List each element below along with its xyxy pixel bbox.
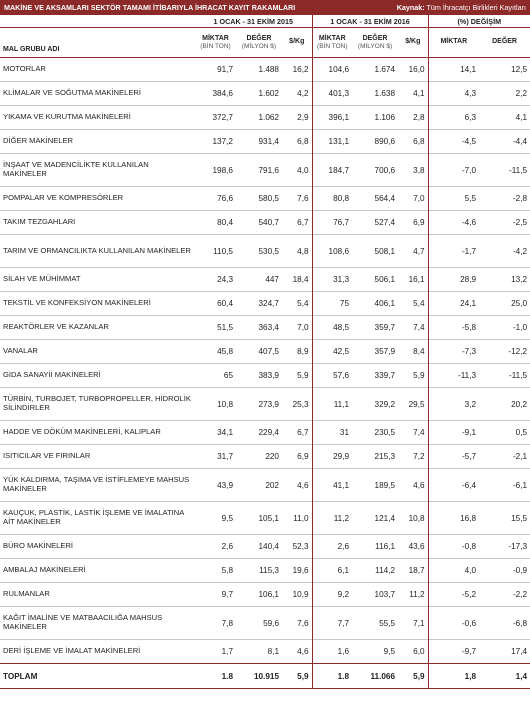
change-value-cell: 2,2 xyxy=(515,89,528,98)
qty-2015-cell: 45,8 xyxy=(217,347,233,356)
perkg-2016-cell: 4,7 xyxy=(413,246,425,256)
table-row xyxy=(0,82,530,106)
qty-2015-cell: 198,6 xyxy=(212,165,233,175)
qty-2016-header: MİKTAR (BİN TON) xyxy=(312,28,352,58)
perkg-2015-cell: 6,7 xyxy=(297,218,309,227)
perkg-2016-cell: 10,8 xyxy=(408,513,425,523)
value-2016-cell: 700,6 xyxy=(374,165,396,175)
change-value-cell: -2,2 xyxy=(512,590,528,599)
perkg-2015-cell: 5,4 xyxy=(297,299,309,308)
change-qty-cell: -5,2 xyxy=(428,583,479,607)
change-value-cell: -4,2 xyxy=(512,246,528,256)
product-group-name: İNŞAAT VE MADENCİLİKTE KULLANILAN MAKİNELER xyxy=(3,160,149,178)
change-value-cell: -11,5 xyxy=(508,371,528,380)
change-value-cell: -17,3 xyxy=(508,542,528,551)
qty-2016-cell: 75 xyxy=(312,292,352,316)
table-row xyxy=(0,445,530,469)
change-qty-cell: 4,3 xyxy=(428,82,479,106)
perkg-2016-cell: 18,7 xyxy=(408,566,425,575)
source-value: Tüm İhracatçı Birlikleri Kayıtları xyxy=(426,3,526,12)
qty-2015-cell: 76,6 xyxy=(217,194,233,203)
perkg-2015-cell: 18,4 xyxy=(292,275,309,284)
perkg-2015-cell: 7,6 xyxy=(297,618,309,628)
change-qty-cell: -0,6 xyxy=(428,607,479,640)
perkg-2015-header: $/Kg xyxy=(282,28,312,58)
value-2016-cell: 890,6 xyxy=(374,137,396,146)
product-group-name: AMBALAJ MAKİNELERİ xyxy=(3,565,86,575)
table-row xyxy=(0,235,530,268)
perkg-2016-cell: 2,8 xyxy=(413,113,425,122)
qty-2016-cell: 131,1 xyxy=(312,130,352,154)
total-label: TOPLAM xyxy=(0,664,195,689)
change-qty-cell: 16,8 xyxy=(428,502,479,535)
perkg-2015-cell: 4,6 xyxy=(297,480,309,490)
qty-2016-cell: 396,1 xyxy=(312,106,352,130)
value-2016-cell: 506,1 xyxy=(374,275,396,284)
value-2016-cell: 339,7 xyxy=(374,371,396,380)
qty-2015-cell: 9,7 xyxy=(221,590,233,599)
change-qty-cell: 6,3 xyxy=(428,106,479,130)
qty-2016-cell: 9,2 xyxy=(312,583,352,607)
value-2016-cell: 116,1 xyxy=(375,542,396,551)
value-2016-cell: 215,3 xyxy=(374,452,396,461)
qty-2015-cell: 384,6 xyxy=(212,89,233,98)
change-value-cell: 12,5 xyxy=(511,65,528,74)
qty-2016-cell: 11,2 xyxy=(312,502,352,535)
perkg-2016-cell: 16,0 xyxy=(408,65,425,74)
table-row xyxy=(0,421,530,445)
qty-2016-cell: 41,1 xyxy=(312,469,352,502)
total-change-value-cell: 1,4 xyxy=(479,664,530,689)
perkg-2016-cell: 43,6 xyxy=(408,542,425,551)
qty-2015-cell: 51,5 xyxy=(217,323,233,332)
qty-2016-cell: 6,1 xyxy=(312,559,352,583)
product-group-name: TEKSTİL VE KONFEKSİYON MAKİNELERİ xyxy=(3,298,151,308)
perkg-2015-cell: 11,0 xyxy=(293,513,309,523)
qty-2016-cell: 108,6 xyxy=(312,235,352,268)
change-value-header: DEĞER xyxy=(479,28,530,58)
perkg-2016-cell: 7,4 xyxy=(413,323,425,332)
change-qty-cell: -4,6 xyxy=(428,211,479,235)
perkg-2015-cell: 25,3 xyxy=(292,399,309,409)
perkg-2016-cell: 8,4 xyxy=(413,347,425,356)
qty-2015-cell: 91,7 xyxy=(217,65,233,74)
value-2015-cell: 447 xyxy=(265,275,279,284)
perkg-2015-cell: 4,0 xyxy=(297,165,309,175)
perkg-2016-cell: 16,1 xyxy=(408,275,425,284)
value-2015-cell: 1.062 xyxy=(258,113,279,122)
perkg-2015-cell: 10,9 xyxy=(292,590,309,599)
product-group-name: POMPALAR VE KOMPRESÖRLER xyxy=(3,193,124,203)
qty-2016-cell: 2,6 xyxy=(312,535,352,559)
value-2015-header: DEĞER (MİLYON $) xyxy=(236,28,282,58)
value-2016-cell: 55,5 xyxy=(379,618,396,628)
perkg-2015-cell: 52,3 xyxy=(292,542,309,551)
change-value-cell: 25,0 xyxy=(511,299,528,308)
table-body xyxy=(0,58,530,689)
perkg-2015-cell: 4,6 xyxy=(297,647,309,656)
qty-2016-cell: 42,5 xyxy=(312,340,352,364)
product-group-name: MOTORLAR xyxy=(3,64,46,74)
perkg-2015-cell: 7,0 xyxy=(297,323,309,332)
perkg-2016-cell: 6,9 xyxy=(413,218,425,227)
source-label: Kaynak: xyxy=(396,3,425,12)
change-qty-cell: -1,7 xyxy=(428,235,479,268)
value-2015-cell: 363,4 xyxy=(258,323,279,332)
export-table xyxy=(0,15,530,689)
table-title-banner xyxy=(0,0,530,15)
qty-2016-cell: 104,6 xyxy=(312,58,352,82)
total-qty-2016-cell: 1.8 xyxy=(312,664,352,689)
perkg-2016-cell: 5,9 xyxy=(413,371,425,380)
value-2015-cell: 220 xyxy=(265,452,279,461)
table-row xyxy=(0,316,530,340)
table-row xyxy=(0,340,530,364)
value-2016-cell: 189,5 xyxy=(374,480,396,490)
change-value-cell: -6,8 xyxy=(512,618,528,628)
qty-2016-cell: 31,3 xyxy=(312,268,352,292)
product-group-name: DİĞER MAKİNELER xyxy=(3,136,74,146)
table-row xyxy=(0,640,530,664)
change-qty-cell: -7,0 xyxy=(428,154,479,187)
product-group-name: KAUÇUK, PLASTİK, LASTİK İŞLEME VE İMALATINA AİT MAKİNELER xyxy=(3,508,184,526)
perkg-2015-cell: 5,9 xyxy=(297,371,309,380)
change-value-cell: 17,4 xyxy=(511,647,528,656)
period-2016: 1 OCAK - 31 EKİM 2016 xyxy=(312,15,428,28)
perkg-2015-cell: 19,6 xyxy=(292,566,309,575)
product-group-name: KAĞIT İMALİNE VE MATBAACILIĞA MAHSUS MAKİNELER xyxy=(3,613,163,631)
product-group-name: GIDA SANAYİİ MAKİNELERİ xyxy=(3,370,101,380)
value-2015-cell: 1.488 xyxy=(258,65,279,74)
value-2016-cell: 1.674 xyxy=(374,65,396,74)
change-qty-cell: -11,3 xyxy=(428,364,479,388)
table-row xyxy=(0,154,530,187)
qty-2016-cell: 48,5 xyxy=(312,316,352,340)
perkg-2015-cell: 4,8 xyxy=(297,246,309,256)
perkg-2016-cell: 4,1 xyxy=(413,89,425,98)
value-2015-cell: 140,4 xyxy=(258,542,279,551)
product-group-name: ISITICILAR VE FIRINLAR xyxy=(3,451,91,461)
value-2015-cell: 540,7 xyxy=(258,218,279,227)
change-value-cell: 15,5 xyxy=(511,513,528,523)
value-2015-cell: 115,3 xyxy=(259,566,279,575)
qty-2015-cell: 60,4 xyxy=(217,299,233,308)
table-row xyxy=(0,535,530,559)
change-header: (%) DEĞİŞİM xyxy=(428,15,530,28)
perkg-2016-cell: 3,8 xyxy=(413,165,425,175)
value-2015-cell: 273,9 xyxy=(258,399,279,409)
perkg-2015-cell: 7,6 xyxy=(297,194,309,203)
qty-2015-cell: 34,1 xyxy=(217,428,233,437)
perkg-2016-cell: 29,5 xyxy=(408,399,425,409)
perkg-2016-cell: 7,4 xyxy=(413,428,425,437)
value-2016-cell: 230,5 xyxy=(374,428,396,437)
qty-2016-cell: 29,9 xyxy=(312,445,352,469)
change-value-cell: -11,5 xyxy=(508,165,528,175)
value-2015-cell: 229,4 xyxy=(258,428,279,437)
qty-2015-cell: 10,8 xyxy=(217,399,233,409)
change-value-cell: -2,1 xyxy=(512,452,528,461)
change-qty-cell: -0,8 xyxy=(428,535,479,559)
change-value-cell: -1,0 xyxy=(512,323,528,332)
qty-2016-cell: 57,6 xyxy=(312,364,352,388)
qty-2016-cell: 76,7 xyxy=(312,211,352,235)
product-group-name: RULMANLAR xyxy=(3,589,50,599)
value-2015-cell: 791,6 xyxy=(258,165,279,175)
qty-2015-cell: 43,9 xyxy=(217,480,233,490)
perkg-2016-cell: 11,2 xyxy=(409,590,425,599)
product-group-name: BÜRO MAKİNELERİ xyxy=(3,541,74,551)
perkg-2016-cell: 7,1 xyxy=(413,618,425,628)
change-value-cell: 4,1 xyxy=(515,113,528,122)
product-group-name: YÜK KALDIRMA, TAŞIMA VE İSTİFLEMEYE MAHSUS MAKİNELER xyxy=(3,475,190,493)
qty-2015-cell: 9,5 xyxy=(221,513,233,523)
table-row xyxy=(0,106,530,130)
value-2016-cell: 9,5 xyxy=(383,647,396,656)
product-group-name: SİLAH VE MÜHİMMAT xyxy=(3,274,81,284)
change-qty-cell: -5,7 xyxy=(428,445,479,469)
qty-2015-cell: 65 xyxy=(223,371,233,380)
table-row xyxy=(0,58,530,82)
perkg-2016-cell: 6,8 xyxy=(413,137,425,146)
change-qty-header: MİKTAR xyxy=(428,28,479,58)
qty-2016-cell: 80,8 xyxy=(312,187,352,211)
value-2015-cell: 383,9 xyxy=(258,371,279,380)
qty-2016-cell: 184,7 xyxy=(312,154,352,187)
total-perkg-2016-cell: 5,9 xyxy=(398,664,428,689)
table-row xyxy=(0,469,530,502)
change-qty-cell: -6,4 xyxy=(428,469,479,502)
period-2015: 1 OCAK - 31 EKİM 2015 xyxy=(195,15,312,28)
table-row xyxy=(0,292,530,316)
value-2015-cell: 580,5 xyxy=(258,194,279,203)
change-qty-cell: 4,0 xyxy=(428,559,479,583)
table-row xyxy=(0,130,530,154)
change-qty-cell: -4,5 xyxy=(428,130,479,154)
value-2016-cell: 114,2 xyxy=(375,566,396,575)
value-2015-cell: 530,5 xyxy=(258,246,279,256)
perkg-2015-cell: 4,2 xyxy=(297,89,309,98)
total-value-2015-cell: 10.915 xyxy=(236,664,282,689)
change-qty-cell: -9,7 xyxy=(428,640,479,664)
group-name-header: MAL GRUBU ADI xyxy=(0,28,195,58)
qty-2015-cell: 31,7 xyxy=(217,452,233,461)
perkg-2016-cell: 6,0 xyxy=(413,647,425,656)
change-value-cell: 13,2 xyxy=(511,275,528,284)
product-group-name: DERİ İŞLEME VE İMALAT MAKİNELERİ xyxy=(3,646,141,656)
perkg-2015-cell: 6,8 xyxy=(297,137,309,146)
qty-2016-cell: 401,3 xyxy=(312,82,352,106)
change-value-cell: 0,5 xyxy=(515,428,528,437)
total-change-qty-cell: 1,8 xyxy=(428,664,479,689)
change-qty-cell: -7,3 xyxy=(428,340,479,364)
perkg-2015-cell: 2,9 xyxy=(297,113,309,122)
total-value-2016-cell: 11.066 xyxy=(352,664,398,689)
value-2016-cell: 508,1 xyxy=(374,246,396,256)
value-2015-cell: 105,1 xyxy=(258,513,279,523)
product-group-name: TARIM VE ORMANCILIKTA KULLANILAN MAKİNELER xyxy=(3,245,191,255)
value-2015-cell: 931,4 xyxy=(258,137,279,146)
qty-2015-cell: 7,8 xyxy=(221,618,233,628)
value-2016-cell: 121,4 xyxy=(374,513,396,523)
qty-2015-cell: 5,8 xyxy=(221,566,233,575)
value-2015-cell: 324,7 xyxy=(258,299,279,308)
change-value-cell: 20,2 xyxy=(511,399,528,409)
perkg-2015-cell: 6,7 xyxy=(297,428,309,437)
change-qty-cell: 3,2 xyxy=(428,388,479,421)
change-value-cell: -2,5 xyxy=(512,218,528,227)
value-2016-cell: 564,4 xyxy=(374,194,396,203)
table-row xyxy=(0,187,530,211)
table-row xyxy=(0,211,530,235)
value-2016-cell: 357,9 xyxy=(374,347,396,356)
value-2016-cell: 406,1 xyxy=(374,299,396,308)
total-perkg-2015-cell: 5,9 xyxy=(282,664,312,689)
period-header-row xyxy=(0,15,530,28)
change-value-cell: -6,1 xyxy=(512,480,528,490)
change-qty-cell: 5,5 xyxy=(428,187,479,211)
table-row xyxy=(0,607,530,640)
perkg-2016-cell: 5,4 xyxy=(413,299,425,308)
qty-2015-cell: 372,7 xyxy=(212,113,233,122)
total-qty-2015-cell: 1.8 xyxy=(195,664,236,689)
source-note xyxy=(397,3,526,12)
value-2016-cell: 1.106 xyxy=(374,113,396,122)
table-row xyxy=(0,502,530,535)
qty-2016-cell: 7,7 xyxy=(312,607,352,640)
perkg-2016-cell: 4,6 xyxy=(413,480,425,490)
value-2016-cell: 1.638 xyxy=(374,89,396,98)
change-value-cell: -0,9 xyxy=(512,566,528,575)
qty-2015-cell: 80,4 xyxy=(217,218,233,227)
perkg-2015-cell: 6,9 xyxy=(297,452,309,461)
product-group-name: HADDE VE DÖKÜM MAKİNELERİ, KALIPLAR xyxy=(3,427,161,437)
perkg-2015-cell: 16,2 xyxy=(292,65,309,74)
value-2016-cell: 359,7 xyxy=(374,323,396,332)
change-value-cell: -12,2 xyxy=(508,347,528,356)
change-qty-cell: -5,8 xyxy=(428,316,479,340)
value-2015-cell: 407,5 xyxy=(258,347,279,356)
change-qty-cell: 14,1 xyxy=(428,58,479,82)
value-2016-cell: 103,7 xyxy=(374,590,396,599)
change-qty-cell: 24,1 xyxy=(428,292,479,316)
qty-2016-cell: 1,6 xyxy=(312,640,352,664)
qty-2015-cell: 110,5 xyxy=(213,246,233,256)
value-2015-cell: 106,1 xyxy=(258,590,279,599)
product-group-name: REAKTÖRLER VE KAZANLAR xyxy=(3,322,109,332)
qty-2016-cell: 31 xyxy=(312,421,352,445)
change-qty-cell: 28,9 xyxy=(428,268,479,292)
change-qty-cell: -9,1 xyxy=(428,421,479,445)
value-2015-cell: 202 xyxy=(265,480,279,490)
qty-2015-cell: 24,3 xyxy=(217,275,233,284)
total-row xyxy=(0,664,530,689)
value-2015-cell: 8,1 xyxy=(267,647,279,656)
change-value-cell: -4,4 xyxy=(512,137,528,146)
value-2016-header: DEĞER (MİLYON $) xyxy=(352,28,398,58)
product-group-name: TAKIM TEZGAHLARI xyxy=(3,217,76,227)
table-row xyxy=(0,364,530,388)
table-row xyxy=(0,583,530,607)
table-row xyxy=(0,268,530,292)
perkg-2016-cell: 7,0 xyxy=(413,194,425,203)
value-2016-cell: 527,4 xyxy=(374,218,396,227)
product-group-name: TÜRBİN, TURBOJET, TURBOPROPELLER, HİDROLİK SİLİNDİRLER xyxy=(3,394,191,412)
qty-2015-cell: 1,7 xyxy=(221,647,233,656)
product-group-name: YIKAMA VE KURUTMA MAKİNELERİ xyxy=(3,112,131,122)
perkg-2015-cell: 8,9 xyxy=(297,347,309,356)
qty-2016-cell: 11,1 xyxy=(312,388,352,421)
product-group-name: VANALAR xyxy=(3,346,38,356)
value-2016-cell: 329,2 xyxy=(374,399,396,409)
perkg-2016-cell: 7,2 xyxy=(413,452,425,461)
qty-2015-cell: 137,2 xyxy=(212,137,233,146)
qty-2015-header: MİKTAR (BİN TON) xyxy=(195,28,236,58)
perkg-2016-header: $/Kg xyxy=(398,28,428,58)
column-header-row xyxy=(0,28,530,58)
change-value-cell: -2,8 xyxy=(512,194,528,203)
table-title: MAKİNE VE AKSAMLARI SEKTÖR TAMAMI İTİBARIYLA İHRACAT KAYIT RAKAMLARI xyxy=(4,3,296,12)
value-2015-cell: 1.602 xyxy=(258,89,279,98)
value-2015-cell: 59,6 xyxy=(263,618,279,628)
table-row xyxy=(0,388,530,421)
table-row xyxy=(0,559,530,583)
product-group-name: KLİMALAR VE SOĞUTMA MAKİNELERİ xyxy=(3,88,141,98)
qty-2015-cell: 2,6 xyxy=(221,542,233,551)
